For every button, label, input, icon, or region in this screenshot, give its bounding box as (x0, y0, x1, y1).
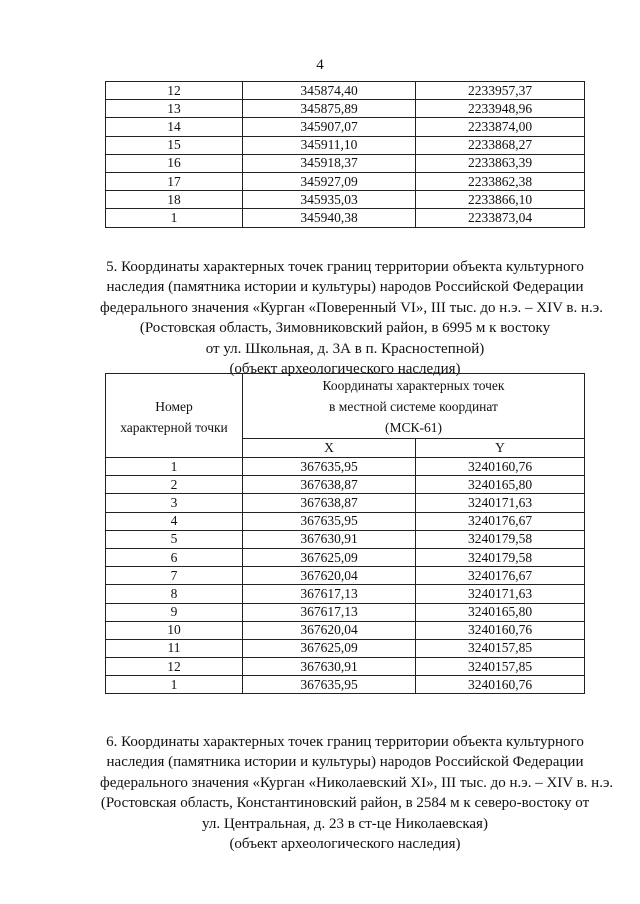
point-number-cell: 4 (106, 512, 243, 530)
x-coordinate-cell: 367617,13 (243, 585, 416, 603)
section-5-heading (100, 257, 603, 379)
header-coordinates-line1: Координаты характерных точек (322, 377, 505, 393)
x-coordinate-cell: 367630,91 (243, 530, 416, 548)
x-coordinate-cell: 367638,87 (243, 494, 416, 512)
table-row (106, 118, 585, 136)
y-coordinate-cell: 2233873,04 (416, 209, 585, 227)
heading-line: (Ростовская область, Зимовниковский район, в 6995 м к востоку (139, 320, 551, 337)
table-row (106, 494, 585, 512)
point-number-cell: 18 (106, 191, 243, 209)
y-coordinate-cell: 3240160,76 (416, 676, 585, 694)
x-coordinate-cell: 367620,04 (243, 567, 416, 585)
table-row (106, 621, 585, 639)
table-row (106, 676, 585, 694)
heading-line: (Ростовская область, Константиновский район, в 2584 м к северо-востоку от (100, 795, 590, 812)
y-coordinate-cell: 3240176,67 (416, 567, 585, 585)
table-row (106, 530, 585, 548)
point-number-cell: 7 (106, 567, 243, 585)
table-row (106, 191, 585, 209)
y-coordinate-cell: 3240160,76 (416, 458, 585, 476)
point-number-cell: 17 (106, 172, 243, 190)
x-coordinate-cell: 345918,37 (243, 154, 416, 172)
x-coordinate-cell: 345874,40 (243, 82, 416, 100)
x-coordinate-cell: 367625,09 (243, 548, 416, 566)
point-number-cell: 9 (106, 603, 243, 621)
heading-line: ул. Центральная, д. 23 в ст-це Николаевская) (202, 815, 488, 832)
table-row (106, 658, 585, 676)
y-coordinate-cell: 2233868,27 (416, 136, 585, 154)
table-row (106, 548, 585, 566)
point-number-cell: 10 (106, 621, 243, 639)
heading-line: федерального значения «Курган «Николаевский XI», III тыс. до н.э. – XIV в. н.э. (100, 774, 614, 791)
table-row (106, 209, 585, 227)
y-coordinate-cell: 3240157,85 (416, 658, 585, 676)
y-coordinate-cell: 2233866,10 (416, 191, 585, 209)
heading-line: федерального значения «Курган «Поверенный VI», III тыс. до н.э. – XIV в. н.э. (100, 299, 603, 316)
y-coordinate-cell: 3240160,76 (416, 621, 585, 639)
header-x: X (243, 439, 416, 458)
x-coordinate-cell: 367630,91 (243, 658, 416, 676)
y-coordinate-cell: 3240171,63 (416, 494, 585, 512)
y-coordinate-cell: 2233874,00 (416, 118, 585, 136)
x-coordinate-cell: 345875,89 (243, 100, 416, 118)
point-number-cell: 14 (106, 118, 243, 136)
heading-line: (объект археологического наследия) (229, 361, 461, 378)
table-row (106, 172, 585, 190)
point-number-cell: 15 (106, 136, 243, 154)
header-point-number-line2: характерной точки (120, 419, 228, 435)
y-coordinate-cell: 3240171,63 (416, 585, 585, 603)
table-row (106, 639, 585, 657)
y-coordinate-cell: 2233957,37 (416, 82, 585, 100)
x-coordinate-cell: 367625,09 (243, 639, 416, 657)
y-coordinate-cell: 3240176,67 (416, 512, 585, 530)
point-number-cell: 12 (106, 658, 243, 676)
header-point-number-line1: Номер (155, 398, 193, 414)
x-coordinate-cell: 367620,04 (243, 621, 416, 639)
point-number-cell: 3 (106, 494, 243, 512)
point-number-cell: 16 (106, 154, 243, 172)
x-coordinate-cell: 345911,10 (243, 136, 416, 154)
heading-line: 6. Координаты характерных точек границ территории объекта культурного (106, 734, 584, 750)
y-coordinate-cell: 3240165,80 (416, 476, 585, 494)
point-number-cell: 1 (106, 676, 243, 694)
x-coordinate-cell: 367635,95 (243, 512, 416, 530)
heading-line: наследия (памятника истории и культуры) народов Российской Федерации (106, 279, 584, 296)
heading-line: 5. Координаты характерных точек границ территории объекта культурного (106, 259, 584, 275)
point-number-cell: 11 (106, 639, 243, 657)
table-row (106, 512, 585, 530)
y-coordinate-cell: 2233863,39 (416, 154, 585, 172)
table-body (106, 458, 585, 694)
x-coordinate-cell: 345927,09 (243, 172, 416, 190)
header-y: Y (416, 439, 585, 458)
point-number-cell: 8 (106, 585, 243, 603)
y-coordinate-cell: 3240179,58 (416, 530, 585, 548)
x-coordinate-cell: 367638,87 (243, 476, 416, 494)
table-row (106, 100, 585, 118)
heading-line: от ул. Школьная, д. 3А в п. Красностепной) (205, 340, 485, 357)
y-coordinate-cell: 3240157,85 (416, 639, 585, 657)
point-number-cell: 6 (106, 548, 243, 566)
y-coordinate-cell: 2233862,38 (416, 172, 585, 190)
table-row (106, 82, 585, 100)
header-coordinates-line2: в местной системе координат (329, 398, 498, 414)
point-number-cell: 5 (106, 530, 243, 548)
table-body (106, 82, 585, 228)
x-coordinate-cell: 367617,13 (243, 603, 416, 621)
x-coordinate-cell: 367635,95 (243, 676, 416, 694)
table-row (106, 136, 585, 154)
table-row (106, 476, 585, 494)
y-coordinate-cell: 2233948,96 (416, 100, 585, 118)
heading-line: (объект археологического наследия) (229, 836, 461, 853)
table-row (106, 458, 585, 476)
header-point-number (106, 374, 243, 458)
y-coordinate-cell: 3240179,58 (416, 548, 585, 566)
page-number: 4 (316, 57, 324, 73)
table-row (106, 585, 585, 603)
section-6-heading (100, 732, 614, 854)
point-number-cell: 12 (106, 82, 243, 100)
point-number-cell: 1 (106, 209, 243, 227)
x-coordinate-cell: 345935,03 (243, 191, 416, 209)
x-coordinate-cell: 345940,38 (243, 209, 416, 227)
table-header-row (106, 374, 585, 439)
coordinates-table-continued (105, 81, 585, 228)
table-row (106, 154, 585, 172)
heading-line: наследия (памятника истории и культуры) народов Российской Федерации (106, 754, 584, 771)
header-coordinates-line3: (МСК-61) (385, 419, 442, 435)
header-coordinates-group (243, 374, 585, 439)
x-coordinate-cell: 367635,95 (243, 458, 416, 476)
coordinates-table-section-5 (105, 373, 585, 694)
point-number-cell: 13 (106, 100, 243, 118)
table-row (106, 603, 585, 621)
y-coordinate-cell: 3240165,80 (416, 603, 585, 621)
point-number-cell: 1 (106, 458, 243, 476)
table-row (106, 567, 585, 585)
point-number-cell: 2 (106, 476, 243, 494)
x-coordinate-cell: 345907,07 (243, 118, 416, 136)
